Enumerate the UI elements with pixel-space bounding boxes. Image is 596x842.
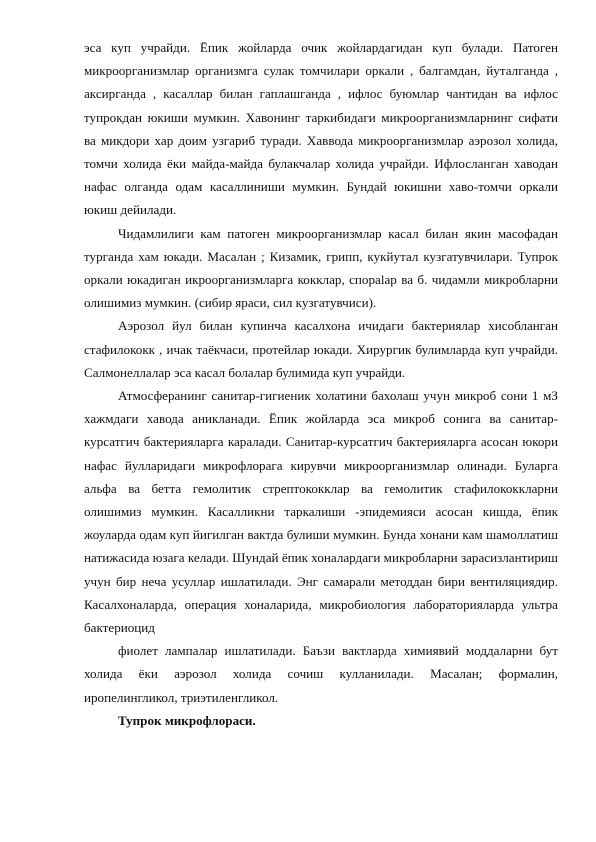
section-heading-soil-microflora: Тупрок микрофлораси. [118,712,256,728]
paragraph-disinfection-methods: фиолет лампалар ишлатилади. Баъзи вактларда химиявий моддаларни бут холида ёки аэрозол холида сочиш кулланилади. Масалан; формалин, иропелингликол, триэтиленгликол. [84,643,558,705]
paragraph-aerosol-hospital-bacteria: Аэрозол йул билан купинча касалхона ичидаги бактериялар хисобланган стафилококк , ичак таёкчаси, протейлар юкади. Хирургик булимларда куп учрайди. Салмонеллалар эса касал болалар булимида куп учрайди. [84,318,558,380]
paragraph-low-resistance-pathogens: Чидамлилиги кам патоген микроорганизмлар касал билан якин масофадан турганда хам юкади. Масалан ; Кизамик, грипп, кукйутал кузгатувчилари. Тупрок оркали юкадиган икроорганизмларга кокклар, спорalар ва б. чидамли микробларни олишимиз мумкин. (сибир яраси, сил кузгатувчиси). [84,225,558,311]
paragraph-sanitary-assessment: Атмосферанинг санитар-гигиеник холатини бахолаш учун микроб сони 1 мЗ хажмдаги хавода аникланади. Ёпик жойларда эса микроб сонига ва санитар-курсатгич бактерияларга каралади. Санитар-курсатгич бактерияларга асосан юкори нафас йулларидаги микрофлорага кирувчи микроорганизмлар олинади. Буларга альфа ва бетта гемолитик стрептококклар ва гемолитик стафилококкларни олишимиз мумкин. Касалликни таркалиши -эпидемияси асосан кишда, ёпик жоуларда одам куп йигилган вактда булиши мумкин. Бунда хонани кам шамоллатиш натижасида юзага келади. Шундай ёпик хоналардаги микробларни зарасизлантириш учун бир неча усуллар ишлатилади. Энг самарали методдан бири вентиляциядир. Касалхоналарда, операция хоналарида, микробиология лабораторияларда ультра бактериоцид [84,388,558,636]
paragraph-airborne-transmission: эса куп учрайди. Ёпик жойларда очик жойлардагидан куп булади. Патоген микроорганизмлар организмга сулак томчилари оркали , балгамдан, йуталганда , аксирганда , касаллар билан гаплашганда , ифлос буюмлар чантидан ва ифлос тупрокдан юкиши мумкин. Хавонинг таркибидаги микроорганизмларнинг сифати ва микдори хар доим узгариб туради. Хаввода микроорганизмлар аэрозол холида, томчи холида ёки майда-майда булакчалар холида учрайди. Ифлосланган хаводан нафас олганда одам касаллиниши мумкин. Бундай юкишни хаво-томчи оркали юкиш дейилади. [84,40,558,218]
document-page [84,36,558,732]
